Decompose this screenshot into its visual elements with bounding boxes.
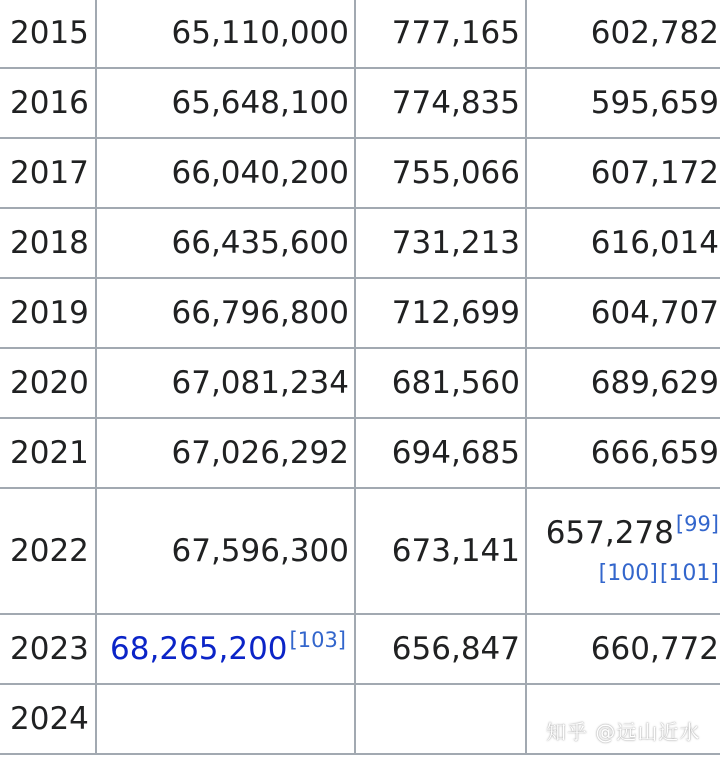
population-cell: 67,596,300 [96,488,355,614]
reference-link-101[interactable]: [101] [659,561,719,586]
deaths-cell: 660,772 [526,614,720,684]
population-cell: 67,026,292 [96,418,355,488]
births-cell: 712,699 [355,278,526,348]
births-cell [355,684,526,754]
births-cell: 656,847 [355,614,526,684]
population-cell [96,614,355,684]
population-cell: 65,648,100 [96,68,355,138]
table-row [0,138,720,208]
population-cell: 66,435,600 [96,208,355,278]
table-row [0,614,720,684]
births-cell: 731,213 [355,208,526,278]
deaths-cell: 602,782 [526,0,720,68]
watermark: 知乎 @远山近水 [546,720,701,744]
reference-link-100[interactable]: [100] [598,561,658,586]
year-cell: 2024 [0,684,96,754]
population-cell [96,684,355,754]
year-cell: 2022 [0,488,96,614]
population-cell: 66,796,800 [96,278,355,348]
table-row [0,278,720,348]
deaths-cell: 616,014 [526,208,720,278]
births-cell: 694,685 [355,418,526,488]
table-row [0,418,720,488]
table-row [0,348,720,418]
deaths-value: 657,278 [545,515,674,551]
deaths-cell: 604,707 [526,278,720,348]
year-cell: 2021 [0,418,96,488]
reference-link-103[interactable]: [103] [289,628,346,652]
table-row [0,0,720,68]
deaths-cell: 607,172 [526,138,720,208]
reference-links [531,559,719,589]
births-cell: 681,560 [355,348,526,418]
births-cell: 777,165 [355,0,526,68]
reference-link-99[interactable]: [99] [675,512,719,536]
year-cell: 2020 [0,348,96,418]
year-cell: 2016 [0,68,96,138]
year-cell: 2023 [0,614,96,684]
population-link[interactable]: 68,265,200 [110,631,288,667]
year-cell: 2018 [0,208,96,278]
table-row [0,488,720,614]
population-cell: 66,040,200 [96,138,355,208]
population-cell: 67,081,234 [96,348,355,418]
deaths-cell [526,488,720,614]
deaths-cell: 689,629 [526,348,720,418]
table-row [0,208,720,278]
year-cell: 2019 [0,278,96,348]
births-cell: 673,141 [355,488,526,614]
deaths-cell: 666,659 [526,418,720,488]
births-cell: 755,066 [355,138,526,208]
table-row [0,68,720,138]
year-cell: 2017 [0,138,96,208]
deaths-cell: 595,659 [526,68,720,138]
population-cell: 65,110,000 [96,0,355,68]
births-cell: 774,835 [355,68,526,138]
year-cell: 2015 [0,0,96,68]
